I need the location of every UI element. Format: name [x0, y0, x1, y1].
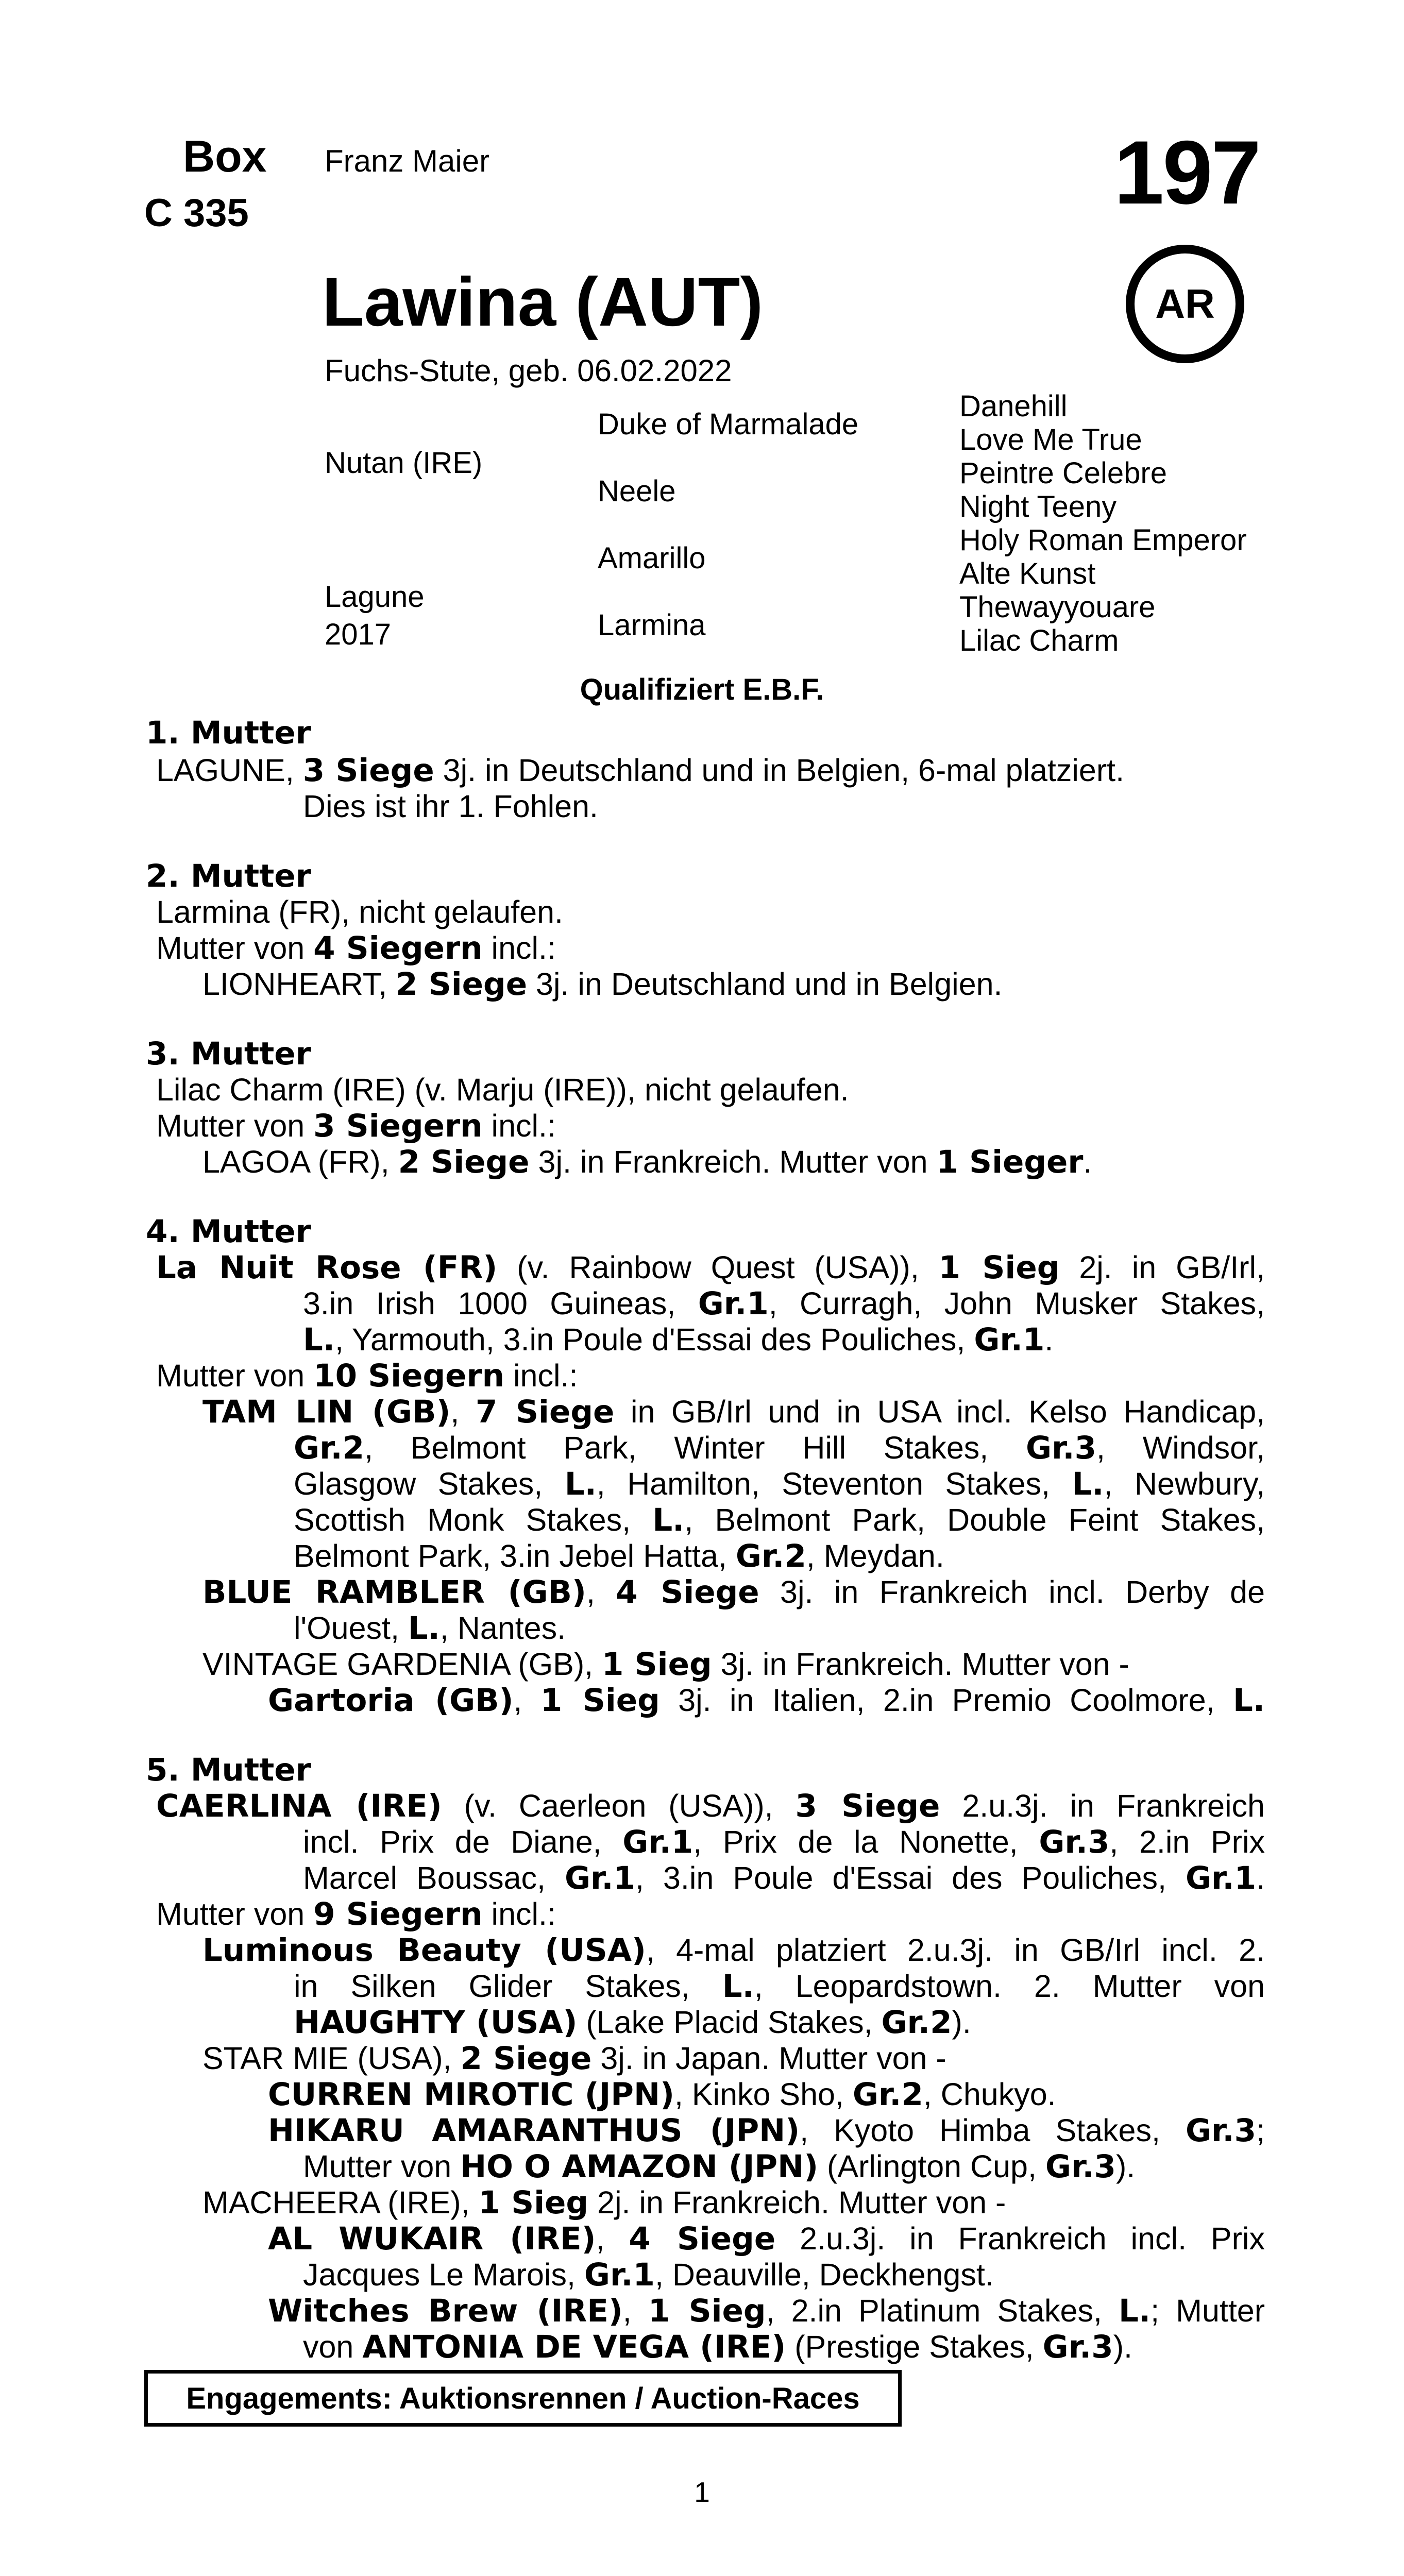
- pedigree-gen3-item: Love Me True: [959, 423, 1142, 456]
- offspring-entry-line: MACHEERA (IRE), 1 Sieg 2j. in Frankreich. Mutter von -: [202, 2184, 1006, 2221]
- grand-offspring-entry-line: von ANTONIA DE VEGA (IRE) (Prestige Stakes, Gr.3).: [303, 2329, 1132, 2365]
- box-number: C 335: [144, 191, 249, 235]
- pedigree-gen3-item: Night Teeny: [959, 490, 1117, 523]
- pedigree-gen2-item: Amarillo: [598, 541, 706, 575]
- breeder-name: Franz Maier: [325, 144, 490, 178]
- dam-entry-line: Larmina (FR), nicht gelaufen.: [156, 894, 563, 929]
- pedigree-dam-year: 2017: [325, 618, 392, 651]
- offspring-entry-line: BLUE RAMBLER (GB), 4 Siege 3j. in Frankreich incl. Derby de: [202, 1574, 1265, 1611]
- section-heading: 3. Mutter: [146, 1036, 311, 1072]
- grand-offspring-entry-line: CURREN MIROTIC (JPN), Kinko Sho, Gr.2, Chukyo.: [268, 2076, 1056, 2113]
- pedigree-gen3-item: Danehill: [959, 389, 1068, 423]
- offspring-entry-line: Belmont Park, 3.in Jebel Hatta, Gr.2, Meydan.: [294, 1538, 944, 1574]
- horse-name: Lawina (AUT): [322, 264, 764, 341]
- offspring-entry-line: STAR MIE (USA), 2 Siege 3j. in Japan. Mutter von -: [202, 2040, 946, 2077]
- offspring-entry-line: TAM LIN (GB), 7 Siege in GB/Irl und in USA incl. Kelso Handicap,: [202, 1394, 1265, 1430]
- dam-entry-line: CAERLINA (IRE) (v. Caerleon (USA)), 3 Siege 2.u.3j. in Frankreich: [156, 1788, 1265, 1824]
- section-heading: 2. Mutter: [146, 858, 311, 894]
- pedigree-gen2-item: Neele: [598, 474, 676, 508]
- pedigree-gen3-item: Holy Roman Emperor: [959, 523, 1247, 557]
- offspring-entry-line: Glasgow Stakes, L., Hamilton, Steventon Stakes, L., Newbury,: [294, 1466, 1265, 1502]
- offspring-entry-line: LIONHEART, 2 Siege 3j. in Deutschland und in Belgien.: [202, 966, 1003, 1003]
- grand-offspring-entry-line: Witches Brew (IRE), 1 Sieg, 2.in Platinum Stakes, L.; Mutter: [268, 2293, 1265, 2329]
- dam-entry-line: 3.in Irish 1000 Guineas, Gr.1, Curragh, John Musker Stakes,: [303, 1285, 1265, 1322]
- offspring-entry-line: Gr.2, Belmont Park, Winter Hill Stakes, Gr.3, Windsor,: [294, 1430, 1265, 1466]
- page-number: 1: [694, 2476, 710, 2508]
- dam-entry-line: L., Yarmouth, 3.in Poule d'Essai des Pouliches, Gr.1.: [303, 1321, 1054, 1358]
- offspring-entry-line: VINTAGE GARDENIA (GB), 1 Sieg 3j. in Frankreich. Mutter von -: [202, 1646, 1129, 1683]
- dam-entry-line: Mutter von 3 Siegern incl.:: [156, 1108, 556, 1144]
- pedigree-sire: Nutan (IRE): [325, 446, 483, 480]
- grand-offspring-entry-line: Gartoria (GB), 1 Sieg 3j. in Italien, 2.in Premio Coolmore, L.: [268, 1682, 1265, 1719]
- offspring-entry-line: Scottish Monk Stakes, L., Belmont Park, Double Feint Stakes,: [294, 1502, 1265, 1538]
- dam-entry-line: Marcel Boussac, Gr.1, 3.in Poule d'Essai des Pouliches, Gr.1.: [303, 1860, 1265, 1896]
- engagements-label: Engagements: Auktionsrennen / Auction-Races: [186, 2381, 860, 2415]
- dam-entry-line: Lilac Charm (IRE) (v. Marju (IRE)), nicht gelaufen.: [156, 1072, 849, 1107]
- offspring-entry-line: in Silken Glider Stakes, L., Leopardstown. 2. Mutter von: [294, 1968, 1265, 2005]
- pedigree-gen2-item: Larmina: [598, 608, 706, 642]
- dam-entry-line: incl. Prix de Diane, Gr.1, Prix de la Nonette, Gr.3, 2.in Prix: [303, 1824, 1265, 1860]
- section-heading: 5. Mutter: [146, 1752, 311, 1788]
- grand-offspring-entry-line: HIKARU AMARANTHUS (JPN), Kyoto Himba Stakes, Gr.3;: [268, 2112, 1265, 2149]
- section-heading: 1. Mutter: [146, 715, 311, 751]
- dam-entry-line: La Nuit Rose (FR) (v. Rainbow Quest (USA)), 1 Sieg 2j. in GB/Irl,: [156, 1249, 1265, 1286]
- dam-entry-line: Mutter von 10 Siegern incl.:: [156, 1358, 578, 1394]
- dam-entry-line: Dies ist ihr 1. Fohlen.: [303, 789, 598, 824]
- offspring-entry-line: HAUGHTY (USA) (Lake Placid Stakes, Gr.2).: [294, 2004, 971, 2041]
- pedigree-gen3-item: Alte Kunst: [959, 557, 1096, 590]
- pedigree-gen3-item: Peintre Celebre: [959, 456, 1167, 490]
- dam-entry-line: Mutter von 4 Siegern incl.:: [156, 930, 556, 967]
- section-heading: 4. Mutter: [146, 1213, 311, 1250]
- ar-badge-label: AR: [1155, 281, 1215, 327]
- pedigree-gen3-item: Lilac Charm: [959, 624, 1119, 657]
- offspring-entry-line: l'Ouest, L., Nantes.: [294, 1610, 566, 1647]
- dam-entry-line: LAGUNE, 3 Siege 3j. in Deutschland und in Belgien, 6-mal platziert.: [156, 752, 1125, 789]
- offspring-entry-line: Luminous Beauty (USA), 4-mal platziert 2.u.3j. in GB/Irl incl. 2.: [202, 1932, 1265, 1969]
- qualification-note: Qualifiziert E.B.F.: [580, 673, 824, 706]
- ar-badge: [1126, 245, 1244, 363]
- pedigree-dam: Lagune: [325, 580, 425, 614]
- offspring-entry-line: LAGOA (FR), 2 Siege 3j. in Frankreich. Mutter von 1 Sieger.: [202, 1144, 1092, 1180]
- pedigree-gen2-item: Duke of Marmalade: [598, 408, 859, 441]
- grand-offspring-entry-line: Mutter von HO O AMAZON (JPN) (Arlington Cup, Gr.3).: [303, 2148, 1136, 2185]
- engagements-box: [144, 2370, 902, 2427]
- horse-description: Fuchs-Stute, geb. 06.02.2022: [325, 353, 732, 388]
- lot-number: 197: [1114, 123, 1260, 223]
- pedigree-gen3-item: Thewayyouare: [959, 590, 1156, 624]
- box-label: Box: [183, 132, 267, 181]
- grand-offspring-entry-line: AL WUKAIR (IRE), 4 Siege 2.u.3j. in Frankreich incl. Prix: [268, 2221, 1265, 2257]
- grand-offspring-entry-line: Jacques Le Marois, Gr.1, Deauville, Deckhengst.: [303, 2257, 994, 2293]
- dam-entry-line: Mutter von 9 Siegern incl.:: [156, 1896, 556, 1933]
